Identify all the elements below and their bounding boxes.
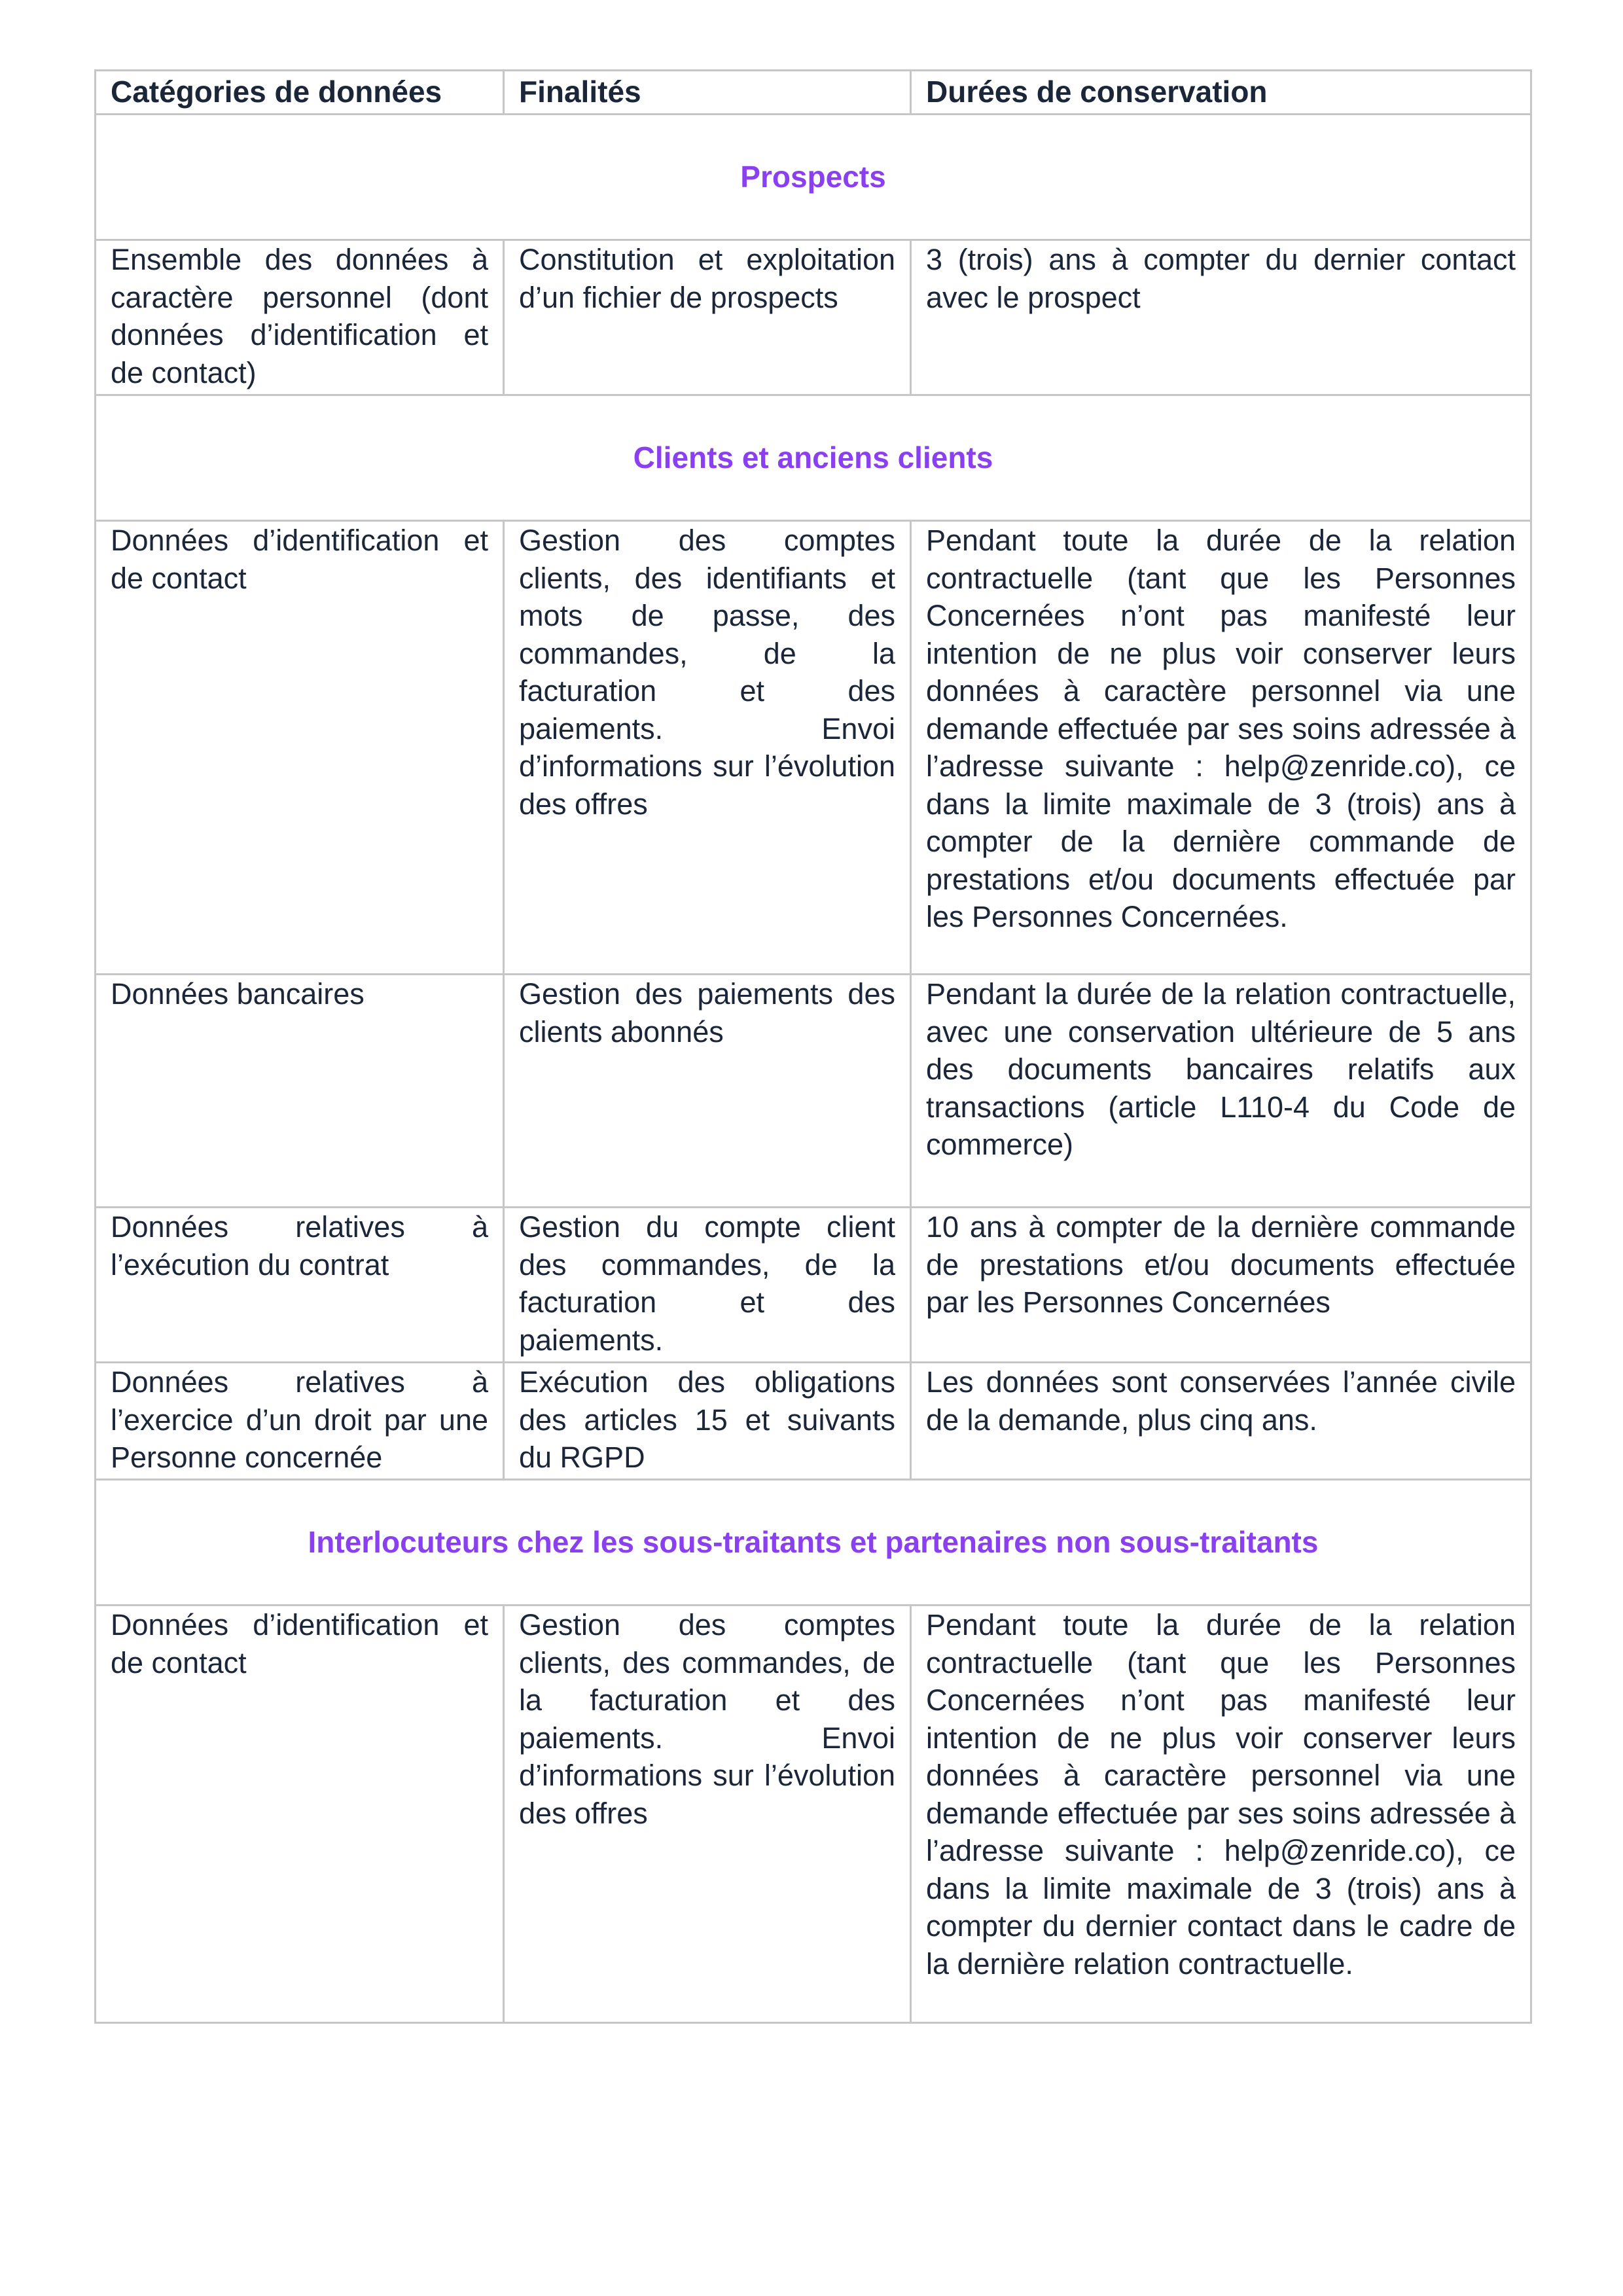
table-row xyxy=(96,521,1531,975)
header-durees: Durées de conservation xyxy=(911,71,1531,115)
section-row-clients xyxy=(96,395,1531,521)
section-title: Interlocuteurs chez les sous-traitants et partenaires non sous-traitants xyxy=(96,1480,1531,1605)
table-row xyxy=(96,1208,1531,1363)
table-row xyxy=(96,975,1531,1208)
section-row-interlocuteurs xyxy=(96,1480,1531,1605)
cell-category: Ensemble des données à caractère personnel (dont données d’identification et de contact) xyxy=(96,240,504,395)
cell-retention: Pendant la durée de la relation contractuelle, avec une conservation ultérieure de 5 ans des documents bancaires relatifs aux transactions (article L110-4 du Code de commerce) xyxy=(911,975,1531,1208)
cell-retention: Pendant toute la durée de la relation contractuelle (tant que les Personnes Concernées n’ont pas manifesté leur intention de ne plus voir conserver leurs données à caractère personnel via une demande effectuée par ses soins adressée à l’adresse suivante : help@zenride.co), ce dans la limite maximale de 3 (trois) ans à compter de la dernière commande de prestations et/ou documents effectuée par les Personnes Concernées. xyxy=(911,521,1531,975)
cell-purpose: Gestion des paiements des clients abonnés xyxy=(504,975,911,1208)
retention-table xyxy=(94,69,1532,2024)
cell-retention: 3 (trois) ans à compter du dernier contact avec le prospect xyxy=(911,240,1531,395)
cell-category: Données d’identification et de contact xyxy=(96,1605,504,2023)
cell-retention: 10 ans à compter de la dernière commande de prestations et/ou documents effectuée par les Personnes Concernées xyxy=(911,1208,1531,1363)
table-row xyxy=(96,240,1531,395)
cell-purpose: Gestion des comptes clients, des identifiants et mots de passe, des commandes, de la facturation et des paiements. Envoi d’informations sur l’évolution des offres xyxy=(504,521,911,975)
cell-category: Données d’identification et de contact xyxy=(96,521,504,975)
table-row xyxy=(96,1605,1531,2023)
cell-retention: Les données sont conservées l’année civile de la demande, plus cinq ans. xyxy=(911,1363,1531,1480)
section-row-prospects xyxy=(96,115,1531,240)
cell-purpose: Constitution et exploitation d’un fichier de prospects xyxy=(504,240,911,395)
cell-retention: Pendant toute la durée de la relation contractuelle (tant que les Personnes Concernées n’ont pas manifesté leur intention de ne plus voir conserver leurs données à caractère personnel via une demande effectuée par ses soins adressée à l’adresse suivante : help@zenride.co), ce dans la limite maximale de 3 (trois) ans à compter du dernier contact dans le cadre de la dernière relation contractuelle. xyxy=(911,1605,1531,2023)
header-finalites: Finalités xyxy=(504,71,911,115)
cell-category: Données relatives à l’exécution du contrat xyxy=(96,1208,504,1363)
cell-category: Données relatives à l’exercice d’un droit par une Personne concernée xyxy=(96,1363,504,1480)
table-header-row xyxy=(96,71,1531,115)
cell-purpose: Gestion des comptes clients, des commandes, de la facturation et des paiements. Envoi d’informations sur l’évolution des offres xyxy=(504,1605,911,2023)
section-title: Clients et anciens clients xyxy=(96,395,1531,521)
cell-purpose: Exécution des obligations des articles 15 et suivants du RGPD xyxy=(504,1363,911,1480)
table-row xyxy=(96,1363,1531,1480)
section-title: Prospects xyxy=(96,115,1531,240)
cell-category: Données bancaires xyxy=(96,975,504,1208)
cell-purpose: Gestion du compte client des commandes, de la facturation et des paiements. xyxy=(504,1208,911,1363)
header-categories: Catégories de données xyxy=(96,71,504,115)
